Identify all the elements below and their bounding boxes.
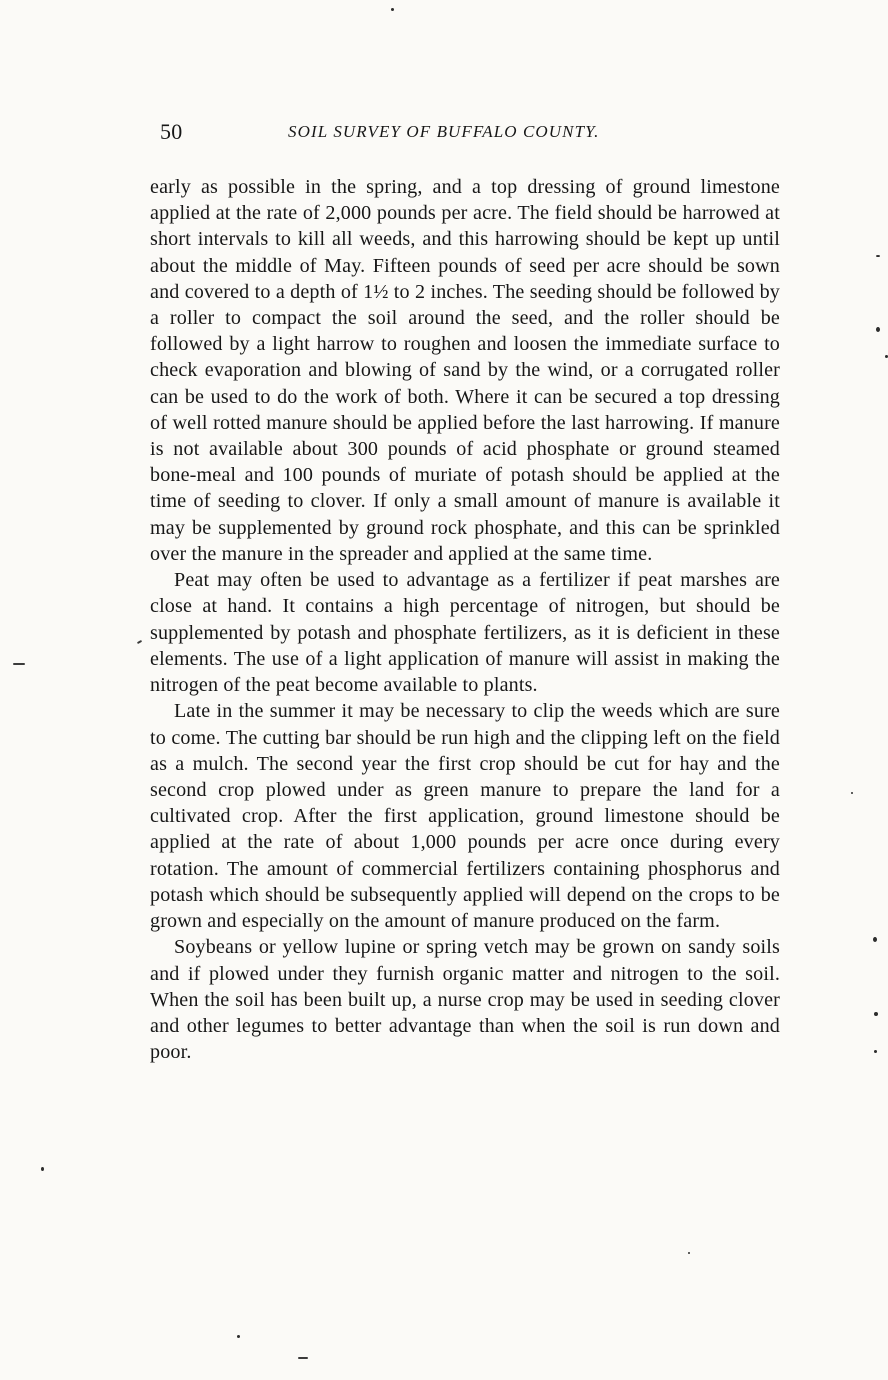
page-header xyxy=(160,118,780,148)
scan-speck xyxy=(876,255,880,257)
scan-mark xyxy=(298,1357,308,1359)
running-head: SOIL SURVEY OF BUFFALO COUNTY. xyxy=(288,122,600,141)
scan-speck xyxy=(874,1050,877,1053)
paragraph-soybeans: Soybeans or yellow lupine or spring vetch may be grown on sandy soils and if plowed under they furnish organic matter and nitrogen to the soil. When the soil has been built up, a nurse crop may be used in seeding clover and other legumes to better advantage than when the soil is run down and poor. xyxy=(150,936,780,1064)
scan-speck xyxy=(851,792,853,794)
page-number: 50 xyxy=(160,119,183,144)
scan-speck xyxy=(391,8,394,11)
paragraph-summer-clipping: Late in the summer it may be necessary to clip the weeds which are sure to come. The cutting bar should be run high and the clipping left on the field as a mulch. The second year the first crop should be cut for hay and the second crop plowed under as green manure to prepare the land for a cultivated crop. After the first application, ground limestone should be applied at the rate of about 1,000 pounds per acre once during every rotation. The amount of commercial fertilizers containing phosphorus and potash which should be subsequently applied will depend on the crops to be grown and especially on the amount of manure produced on the farm. xyxy=(150,700,780,932)
scan-speck xyxy=(874,1012,878,1016)
paragraph-peat: Peat may often be used to advantage as a fertilizer if peat marshes are close at hand. It contains a high percentage of nitrogen, but should be supplemented by potash and phosphate fertilizers, as it is deficient in these elements. The use of a light application of manure will assist in making the nitrogen of the peat become available to plants. xyxy=(150,569,780,696)
paragraph-continuation: early as possible in the spring, and a top dressing of ground limestone applied at the rate of 2,000 pounds per acre. The field should be harrowed at short intervals to kill all weeds, and this harrowing should be kept up until about the middle of May. Fifteen pounds of seed per acre should be sown and covered to a depth of 1½ to 2 inches. The seeding should be followed by a roller to compact the soil around the seed, and the roller should be followed by a light harrow to roughen and loosen the immediate surface to check evaporation and blowing of sand by the wind, or a corrugated roller can be used to do the work of both. Where it can be secured a top dressing of well rotted manure should be applied before the last harrowing. If manure is not available about 300 pounds of acid phosphate or ground steamed bone-meal and 100 pounds of muriate of potash should be applied at the time of seeding to clover. If only a small amount of manure is available it may be supplemented by ground rock phosphate, and this can be sprinkled over the manure in the spreader and applied at the same time. xyxy=(150,176,780,565)
scan-mark xyxy=(13,663,25,665)
scan-mark xyxy=(137,640,142,644)
scan-speck xyxy=(876,327,880,332)
scan-speck xyxy=(688,1252,690,1254)
scan-speck xyxy=(41,1167,44,1171)
body-text xyxy=(150,174,780,1254)
scan-speck xyxy=(873,937,877,942)
scan-speck xyxy=(237,1335,240,1338)
